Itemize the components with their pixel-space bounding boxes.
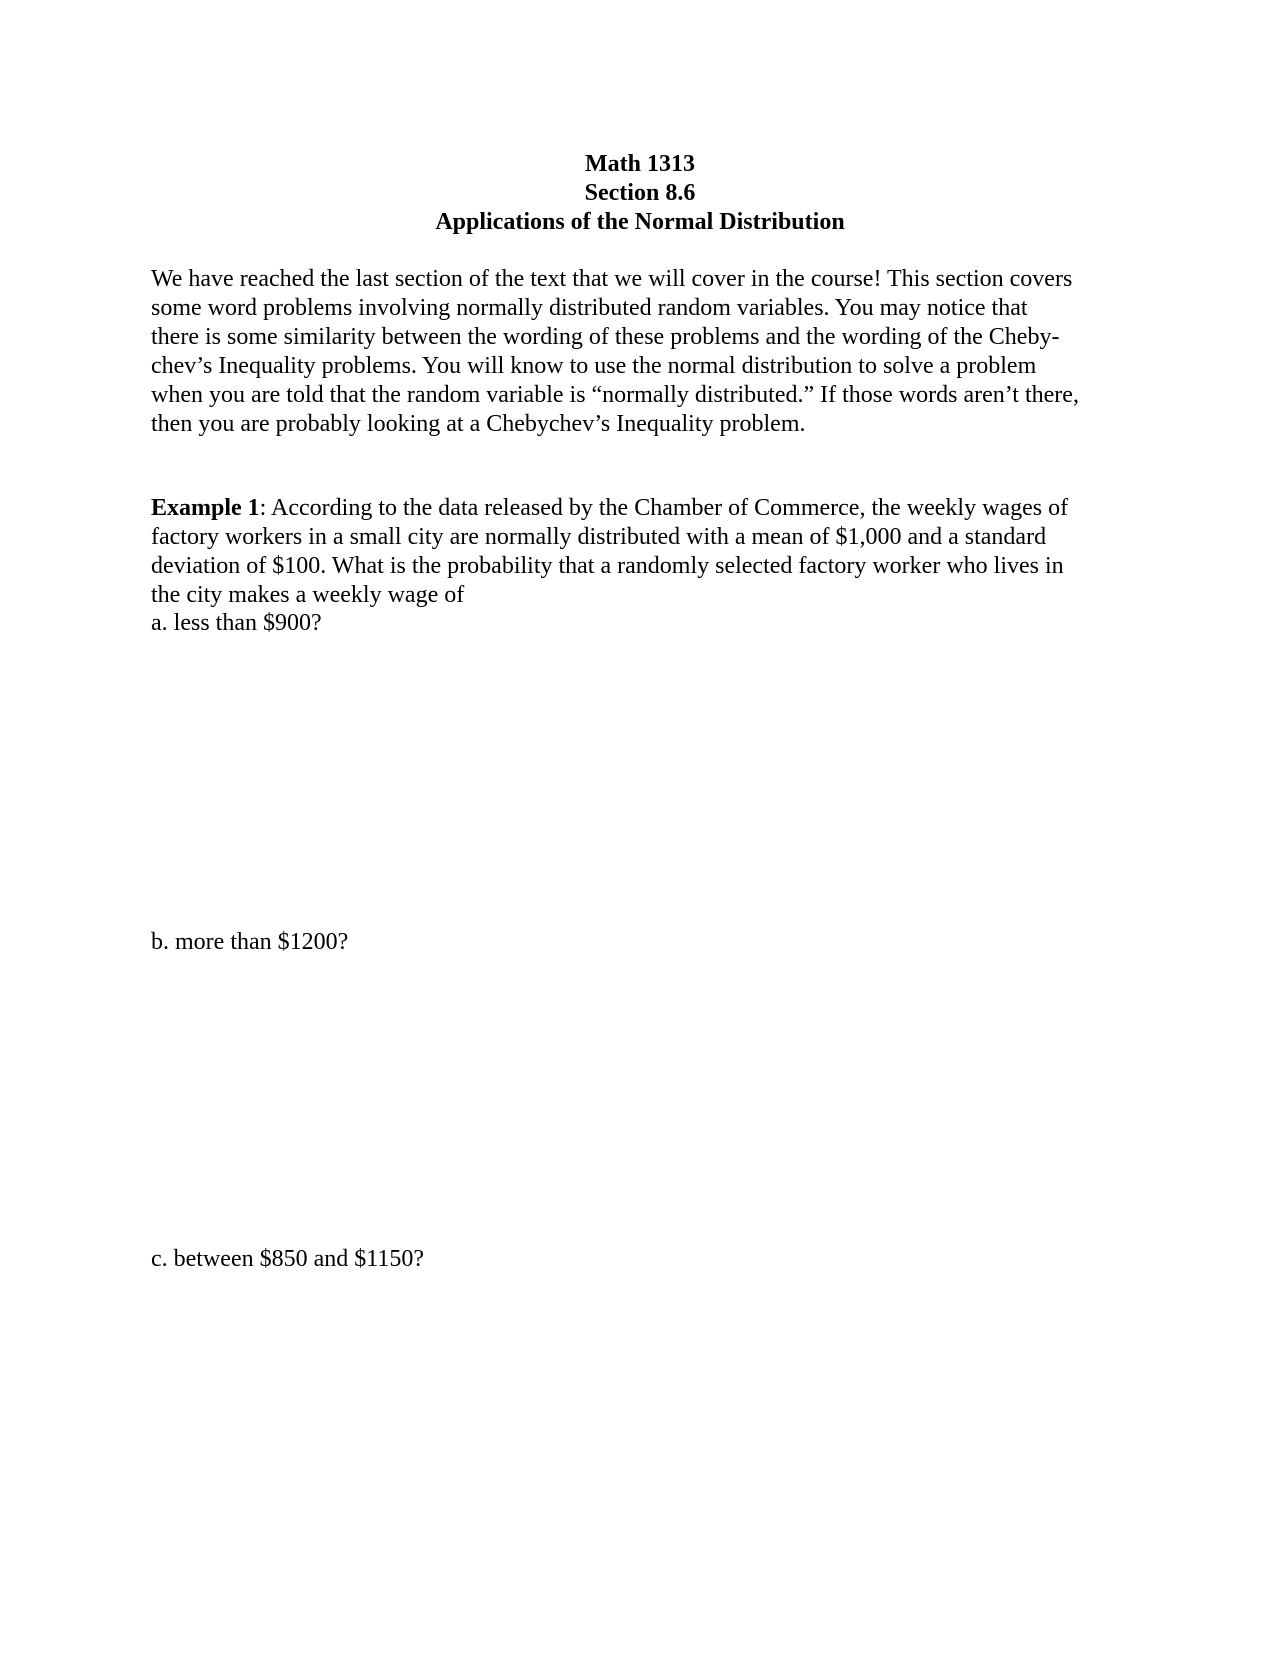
example-1-first-line (151, 494, 1068, 523)
document-header (0, 150, 1280, 237)
intro-line: there is some similarity between the wording of these problems and the wording of the Cheby- (151, 324, 1060, 350)
intro-line: We have reached the last section of the text that we will cover in the course! This section covers (151, 266, 1073, 292)
example-text: : According to the data released by the Chamber of Commerce, the weekly wages of (259, 495, 1069, 521)
example-1 (151, 494, 1068, 610)
intro-line: when you are told that the random variable is “normally distributed.” If those words aren’t there, (151, 382, 1079, 408)
section-number: Section 8.6 (584, 180, 696, 206)
intro-line: chev’s Inequality problems. You will know to use the normal distribution to solve a problem (151, 353, 1037, 379)
intro-paragraph (151, 265, 1079, 439)
example-line: factory workers in a small city are normally distributed with a mean of $1,000 and a standard (151, 524, 1047, 550)
course-title: Math 1313 (585, 151, 695, 177)
question-part-b: b. more than $1200? (151, 929, 349, 955)
example-line: the city makes a weekly wage of (151, 582, 465, 608)
intro-line: then you are probably looking at a Chebychev’s Inequality problem. (151, 411, 806, 437)
example-label: Example 1 (151, 495, 260, 521)
section-title: Applications of the Normal Distribution (435, 209, 845, 235)
question-part-a: a. less than $900? (151, 610, 322, 636)
intro-line: some word problems involving normally distributed random variables. You may notice that (151, 295, 1028, 321)
question-part-c: c. between $850 and $1150? (151, 1246, 425, 1272)
example-line: deviation of $100. What is the probability that a randomly selected factory worker who lives in (151, 553, 1064, 579)
